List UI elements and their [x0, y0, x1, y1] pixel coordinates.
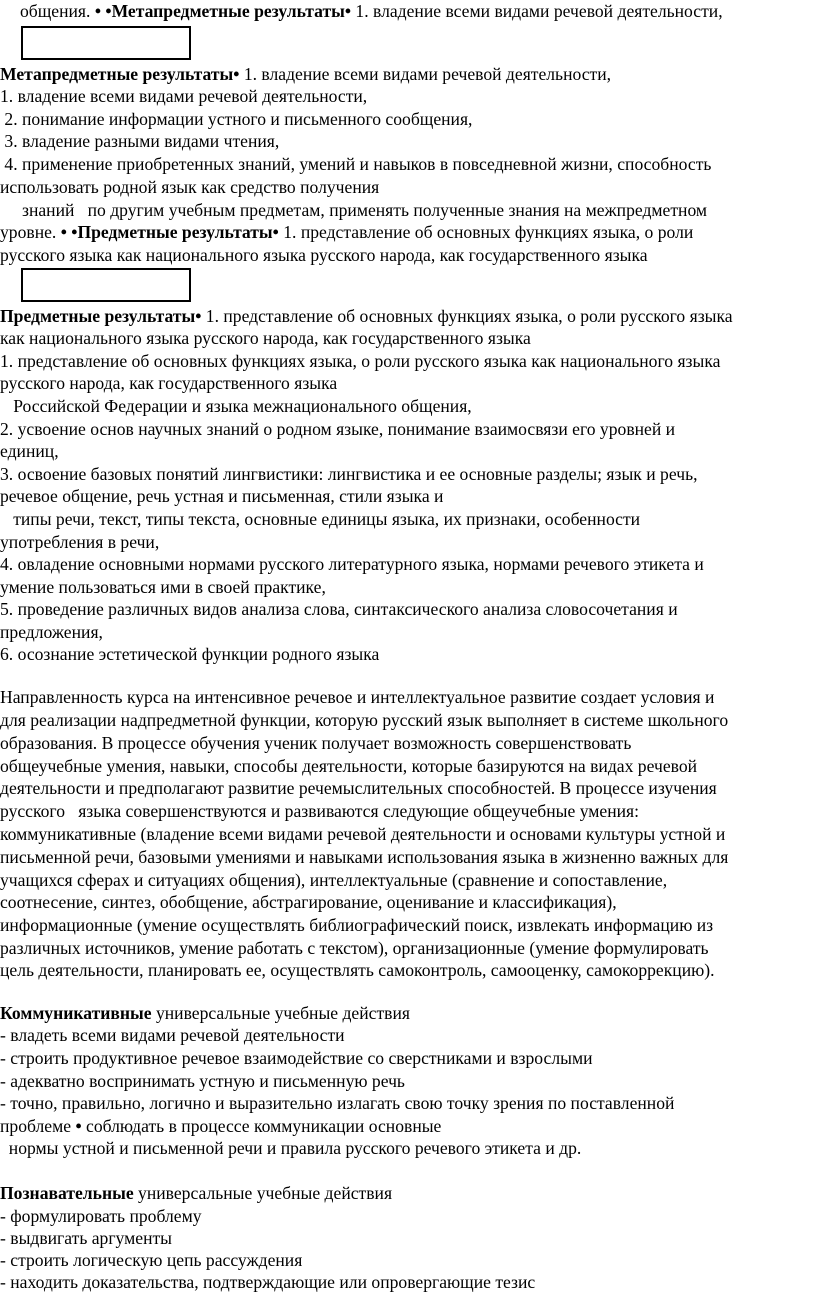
list-item: - владеть всеми видами речевой деятельности [0, 1025, 345, 1045]
paragraph-line: информационные (умение осуществлять библиографический поиск, извлекать информацию из [0, 915, 714, 935]
text-line: 3. владение разными видами чтения, [0, 131, 280, 151]
empty-box [21, 268, 191, 302]
paragraph-line: для реализации надпредметной функции, которую русский язык выполняет в системе школьного [0, 710, 729, 730]
text-line: речевое общение, речь устная и письменная, стили языка и [0, 486, 444, 506]
subject-results-heading: Предметные результаты [0, 306, 196, 326]
text-line: 4. применение приобретенных знаний, умений и навыков в повседневной жизни, способность [0, 154, 712, 174]
text-line: типы речи, текст, типы текста, основные единицы языка, их признаки, особенности [0, 509, 641, 529]
subject-header-line [0, 221, 693, 244]
list-item: - строить логическую цепь рассуждения [0, 1250, 303, 1270]
cognitive-heading [0, 1182, 392, 1205]
paragraph-line: различных источников, умение работать с текстом), организационные (умение формулировать [0, 938, 709, 958]
paragraph-line: соотнесение, синтез, обобщение, абстрагирование, оценивание и классификация), [0, 892, 617, 912]
paragraph-line: образования. В процессе обучения ученик получает возможность совершенствовать [0, 733, 632, 753]
list-item: - выдвигать аргументы [0, 1228, 172, 1248]
text-fragment: 1. представление об основных функциях языка, о роли русского языка [201, 306, 733, 326]
text-line: 5. проведение различных видов анализа слова, синтаксического анализа словосочетания и [0, 599, 678, 619]
bullet-icon: • [344, 1, 351, 21]
text-line: 3. освоение базовых понятий лингвистики: лингвистика и ее основные разделы; язык и речь, [0, 464, 698, 484]
list-item [0, 1115, 441, 1138]
bullet-icon: • [195, 306, 202, 326]
bullet-icon: • [272, 222, 279, 242]
communicative-heading [0, 1002, 410, 1025]
text-fragment: 1. представление об основных функциях языка, о роли [278, 222, 694, 242]
bullet-icon: • [233, 64, 240, 84]
text-line: 4. овладение основными нормами русского литературного языка, нормами речевого этикета и [0, 554, 704, 574]
text-line: 2. понимание информации устного и письменного сообщения, [0, 109, 473, 129]
bullet-icon: • • [94, 1, 112, 21]
paragraph-line: письменной речи, базовыми умениями и навыками использования языка в жизненно важных для [0, 847, 729, 867]
text-line: использовать родной язык как средство получения [0, 177, 380, 197]
text-line: знаний по другим учебным предметам, применять полученные знания на межпредметном [0, 200, 708, 220]
text-fragment: соблюдать в процессе коммуникации основные [81, 1116, 442, 1136]
text-fragment: 1. владение всеми видами речевой деятельности, [239, 64, 612, 84]
heading-bold: Коммуникативные [0, 1003, 152, 1023]
heading-rest: универсальные учебные действия [133, 1183, 393, 1203]
list-item: - строить продуктивное речевое взаимодействие со сверстниками и взрослыми [0, 1048, 593, 1068]
meta-results-heading: Метапредметные результаты [111, 1, 345, 21]
text-fragment: проблеме [0, 1116, 76, 1136]
meta-results-heading: Метапредметные результаты [0, 64, 234, 84]
list-item: нормы устной и письменной речи и правила русского речевого этикета и др. [0, 1138, 582, 1158]
text-line: Российской Федерации и языка межнационального общения, [0, 396, 472, 416]
paragraph-line: Направленность курса на интенсивное речевое и интеллектуальное развитие создает условия и [0, 687, 715, 707]
text-line: 1. владение всеми видами речевой деятельности, [0, 86, 368, 106]
text-fragment: общения. [20, 1, 91, 21]
text-line: русского народа, как государственного языка [0, 373, 338, 393]
paragraph-line: цель деятельности, планировать ее, осуществлять самоконтроль, самооценку, самокоррекцию). [0, 960, 715, 980]
list-item: - адекватно воспринимать устную и письменную речь [0, 1071, 405, 1091]
meta-header-line [20, 0, 723, 23]
paragraph-line: общеучебные умения, навыки, способы деятельности, которые базируются на видах речевой [0, 756, 698, 776]
bullet-icon: • [75, 1116, 82, 1136]
list-item: - формулировать проблему [0, 1206, 202, 1226]
text-line: русского языка как национального языка русского народа, как государственного языка [0, 245, 648, 265]
text-line: 1. представление об основных функциях языка, о роли русского языка как национального языка [0, 351, 721, 371]
list-item: - точно, правильно, логично и выразительно излагать свою точку зрения по поставленной [0, 1093, 675, 1113]
bullet-icon: • • [60, 222, 78, 242]
list-item: - находить доказательства, подтверждающие или опровергающие тезис [0, 1272, 536, 1292]
text-line: 6. осознание эстетической функции родного языка [0, 644, 380, 664]
paragraph-line: русского языка совершенствуются и развиваются следующие общеучебные умения: [0, 801, 640, 821]
text-line: единиц, [0, 441, 59, 461]
subject-results-heading: Предметные результаты [77, 222, 273, 242]
text-line: умение пользоваться ими в своей практике, [0, 577, 326, 597]
heading-rest: универсальные учебные действия [151, 1003, 410, 1023]
text-line: 2. усвоение основ научных знаний о родном языке, понимание взаимосвязи его уровней и [0, 419, 676, 439]
paragraph-line: коммуникативные (владение всеми видами речевой деятельности и основами культуры устной и [0, 824, 726, 844]
text-fragment: 1. владение всеми видами речевой деятельности, [351, 1, 723, 21]
heading-bold: Познавательные [0, 1183, 134, 1203]
paragraph-line: учащихся сферах и ситуациях общения), интеллектуальные (сравнение и сопоставление, [0, 870, 668, 890]
text-line: употребления в речи, [0, 532, 160, 552]
paragraph-line: деятельности и предполагают развитие речемыслительных способностей. В процессе изучения [0, 778, 717, 798]
subject-results-line [0, 305, 733, 328]
text-fragment: уровне. [0, 222, 57, 242]
meta-results-line [0, 63, 611, 86]
text-line: как национального языка русского народа, как государственного языка [0, 328, 531, 348]
empty-box [21, 26, 191, 60]
text-line: предложения, [0, 622, 103, 642]
